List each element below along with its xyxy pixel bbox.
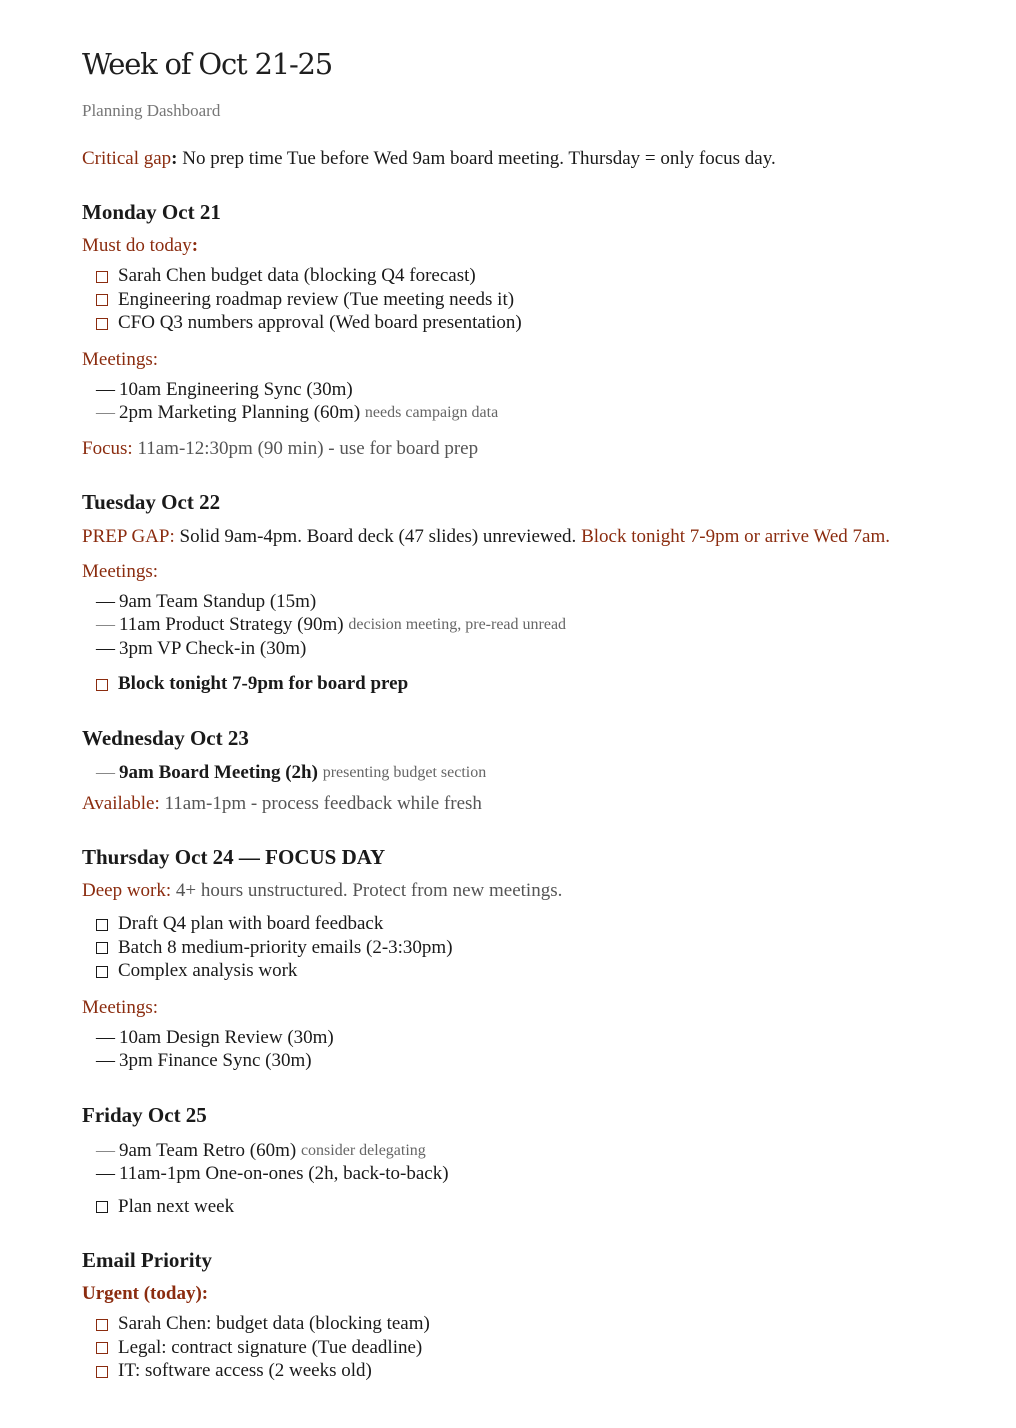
focus-block	[82, 437, 1016, 461]
task-label: Engineering roadmap review (Tue meeting needs it)	[118, 288, 515, 310]
task-item[interactable]	[96, 264, 1016, 288]
wednesday-heading: Wednesday Oct 23	[82, 725, 249, 750]
em-dash-bullet-icon: —	[96, 1050, 115, 1071]
wednesday-meeting-list	[82, 761, 1016, 785]
tuesday-task-list	[82, 672, 1016, 696]
em-dash-bullet-icon: —	[96, 1163, 115, 1184]
checkbox-icon[interactable]	[96, 966, 108, 978]
available-label: Available:	[82, 793, 160, 814]
wednesday-section	[82, 724, 1016, 817]
meeting-text: 2pm Marketing Planning (60m)	[119, 402, 361, 423]
email-item[interactable]	[96, 1312, 1016, 1336]
checkbox-icon[interactable]	[96, 1342, 108, 1354]
must-do-colon: :	[191, 235, 199, 256]
checkbox-icon[interactable]	[96, 294, 108, 306]
thursday-section	[82, 843, 1016, 1073]
meeting-item	[96, 378, 1016, 402]
em-dash-bullet-icon: —	[96, 1139, 115, 1161]
meeting-text: 3pm VP Check-in (30m)	[119, 637, 307, 659]
urgent-label: Urgent (today):	[82, 1283, 209, 1304]
task-item[interactable]	[96, 288, 1016, 312]
meeting-item	[96, 1026, 1016, 1050]
available-block	[82, 792, 1016, 816]
task-label: Sarah Chen budget data (blocking Q4 forecast)	[118, 265, 476, 286]
friday-task-list	[82, 1195, 1016, 1219]
meeting-note: decision meeting, pre-read unread	[348, 616, 567, 633]
alert-colon: :	[171, 148, 178, 169]
friday-section	[82, 1101, 1016, 1219]
meeting-note: consider delegating	[300, 1141, 426, 1159]
monday-task-list	[82, 264, 1016, 335]
must-do-label-text: Must do today	[82, 235, 192, 256]
meeting-item	[96, 613, 1016, 637]
tuesday-meeting-list	[82, 590, 1016, 661]
em-dash-bullet-icon: —	[96, 614, 115, 635]
task-label: Block tonight 7-9pm for board prep	[118, 673, 409, 694]
meeting-note: needs campaign data	[364, 404, 499, 421]
task-label: Batch 8 medium-priority emails (2-3:30pm)	[118, 936, 453, 958]
task-item[interactable]	[96, 1195, 1016, 1219]
email-label: IT: software access (2 weeks old)	[118, 1360, 372, 1381]
focus-label: Focus:	[82, 437, 133, 459]
task-item[interactable]	[96, 959, 1016, 983]
meeting-text: 11am Product Strategy (90m)	[119, 614, 344, 635]
email-label: Sarah Chen: budget data (blocking team)	[118, 1313, 430, 1334]
task-item[interactable]	[96, 936, 1016, 960]
thursday-heading: Thursday Oct 24 — FOCUS DAY	[82, 845, 386, 869]
tuesday-heading: Tuesday Oct 22	[82, 489, 221, 514]
tuesday-section	[82, 488, 1016, 696]
meeting-text: 9am Team Standup (15m)	[119, 590, 317, 612]
meeting-item	[96, 637, 1016, 661]
email-label: Legal: contract signature (Tue deadline)	[118, 1336, 423, 1358]
deep-work-label: Deep work:	[82, 880, 172, 901]
email-priority-section	[82, 1246, 1016, 1383]
meeting-item	[96, 401, 1016, 425]
meeting-text: 11am-1pm One-on-ones (2h, back-to-back)	[119, 1163, 449, 1184]
monday-heading: Monday Oct 21	[82, 200, 221, 224]
task-label: Draft Q4 plan with board feedback	[118, 913, 384, 934]
alert-label: Critical gap	[82, 148, 172, 169]
monday-meeting-list	[82, 378, 1016, 425]
em-dash-bullet-icon: —	[96, 1026, 115, 1048]
task-label: CFO Q3 numbers approval (Wed board presentation)	[118, 312, 522, 333]
checkbox-icon[interactable]	[96, 1366, 108, 1378]
email-item[interactable]	[96, 1359, 1016, 1383]
meeting-text: 9am Board Meeting (2h)	[119, 761, 318, 783]
focus-text: 11am-12:30pm (90 min) - use for board prep	[132, 437, 479, 459]
meeting-text: 10am Design Review (30m)	[119, 1026, 334, 1048]
task-label: Complex analysis work	[118, 960, 298, 981]
thursday-task-list	[82, 912, 1016, 983]
available-text: 11am-1pm - process feedback while fresh	[159, 793, 482, 814]
task-item[interactable]	[96, 672, 1016, 696]
urgent-email-list	[82, 1312, 1016, 1383]
meeting-item	[96, 1049, 1016, 1073]
email-item[interactable]	[96, 1336, 1016, 1360]
page-title: Week of Oct 21-25	[82, 47, 333, 81]
task-label: Plan next week	[118, 1195, 235, 1217]
checkbox-icon[interactable]	[96, 1319, 108, 1331]
meeting-note: presenting budget section	[322, 763, 487, 781]
email-priority-heading: Email Priority	[82, 1248, 213, 1272]
must-do-label	[82, 234, 1016, 258]
thursday-meeting-list	[82, 1026, 1016, 1073]
em-dash-bullet-icon: —	[96, 637, 115, 659]
checkbox-icon[interactable]	[96, 271, 108, 283]
friday-heading: Friday Oct 25	[82, 1102, 207, 1127]
deep-work-block	[82, 879, 1016, 903]
checkbox-icon[interactable]	[96, 1201, 108, 1213]
meeting-text: 9am Team Retro (60m)	[119, 1139, 297, 1161]
task-item[interactable]	[96, 912, 1016, 936]
meeting-text: 3pm Finance Sync (30m)	[119, 1050, 312, 1071]
meeting-item	[96, 761, 1016, 785]
em-dash-bullet-icon: —	[96, 590, 115, 612]
meeting-item	[96, 1162, 1016, 1186]
em-dash-bullet-icon: —	[96, 761, 115, 783]
prep-gap-label: PREP GAP:	[82, 525, 175, 547]
monday-section	[82, 198, 1016, 461]
page-subtitle: Planning Dashboard	[82, 101, 221, 120]
meeting-item	[96, 1139, 1016, 1163]
checkbox-icon[interactable]	[96, 318, 108, 330]
task-item[interactable]	[96, 311, 1016, 335]
meetings-label: Meetings:	[82, 348, 158, 370]
prep-gap-alert	[82, 525, 1016, 549]
meeting-item	[96, 590, 1016, 614]
prep-gap-action: Block tonight 7-9pm or arrive Wed 7am.	[581, 525, 890, 547]
critical-gap-alert	[82, 147, 1016, 171]
meetings-label: Meetings:	[82, 560, 158, 582]
deep-work-text: 4+ hours unstructured. Protect from new meetings.	[171, 880, 563, 901]
checkbox-icon[interactable]	[96, 942, 108, 954]
checkbox-icon[interactable]	[96, 679, 108, 691]
alert-text: No prep time Tue before Wed 9am board meeting. Thursday = only focus day.	[177, 148, 776, 169]
em-dash-bullet-icon: —	[96, 378, 115, 400]
checkbox-icon[interactable]	[96, 919, 108, 931]
meetings-label: Meetings:	[82, 996, 158, 1018]
friday-meeting-list	[82, 1139, 1016, 1186]
prep-gap-text: Solid 9am-4pm. Board deck (47 slides) unreviewed.	[174, 525, 582, 547]
em-dash-bullet-icon: —	[96, 402, 115, 423]
meeting-text: 10am Engineering Sync (30m)	[119, 378, 353, 400]
